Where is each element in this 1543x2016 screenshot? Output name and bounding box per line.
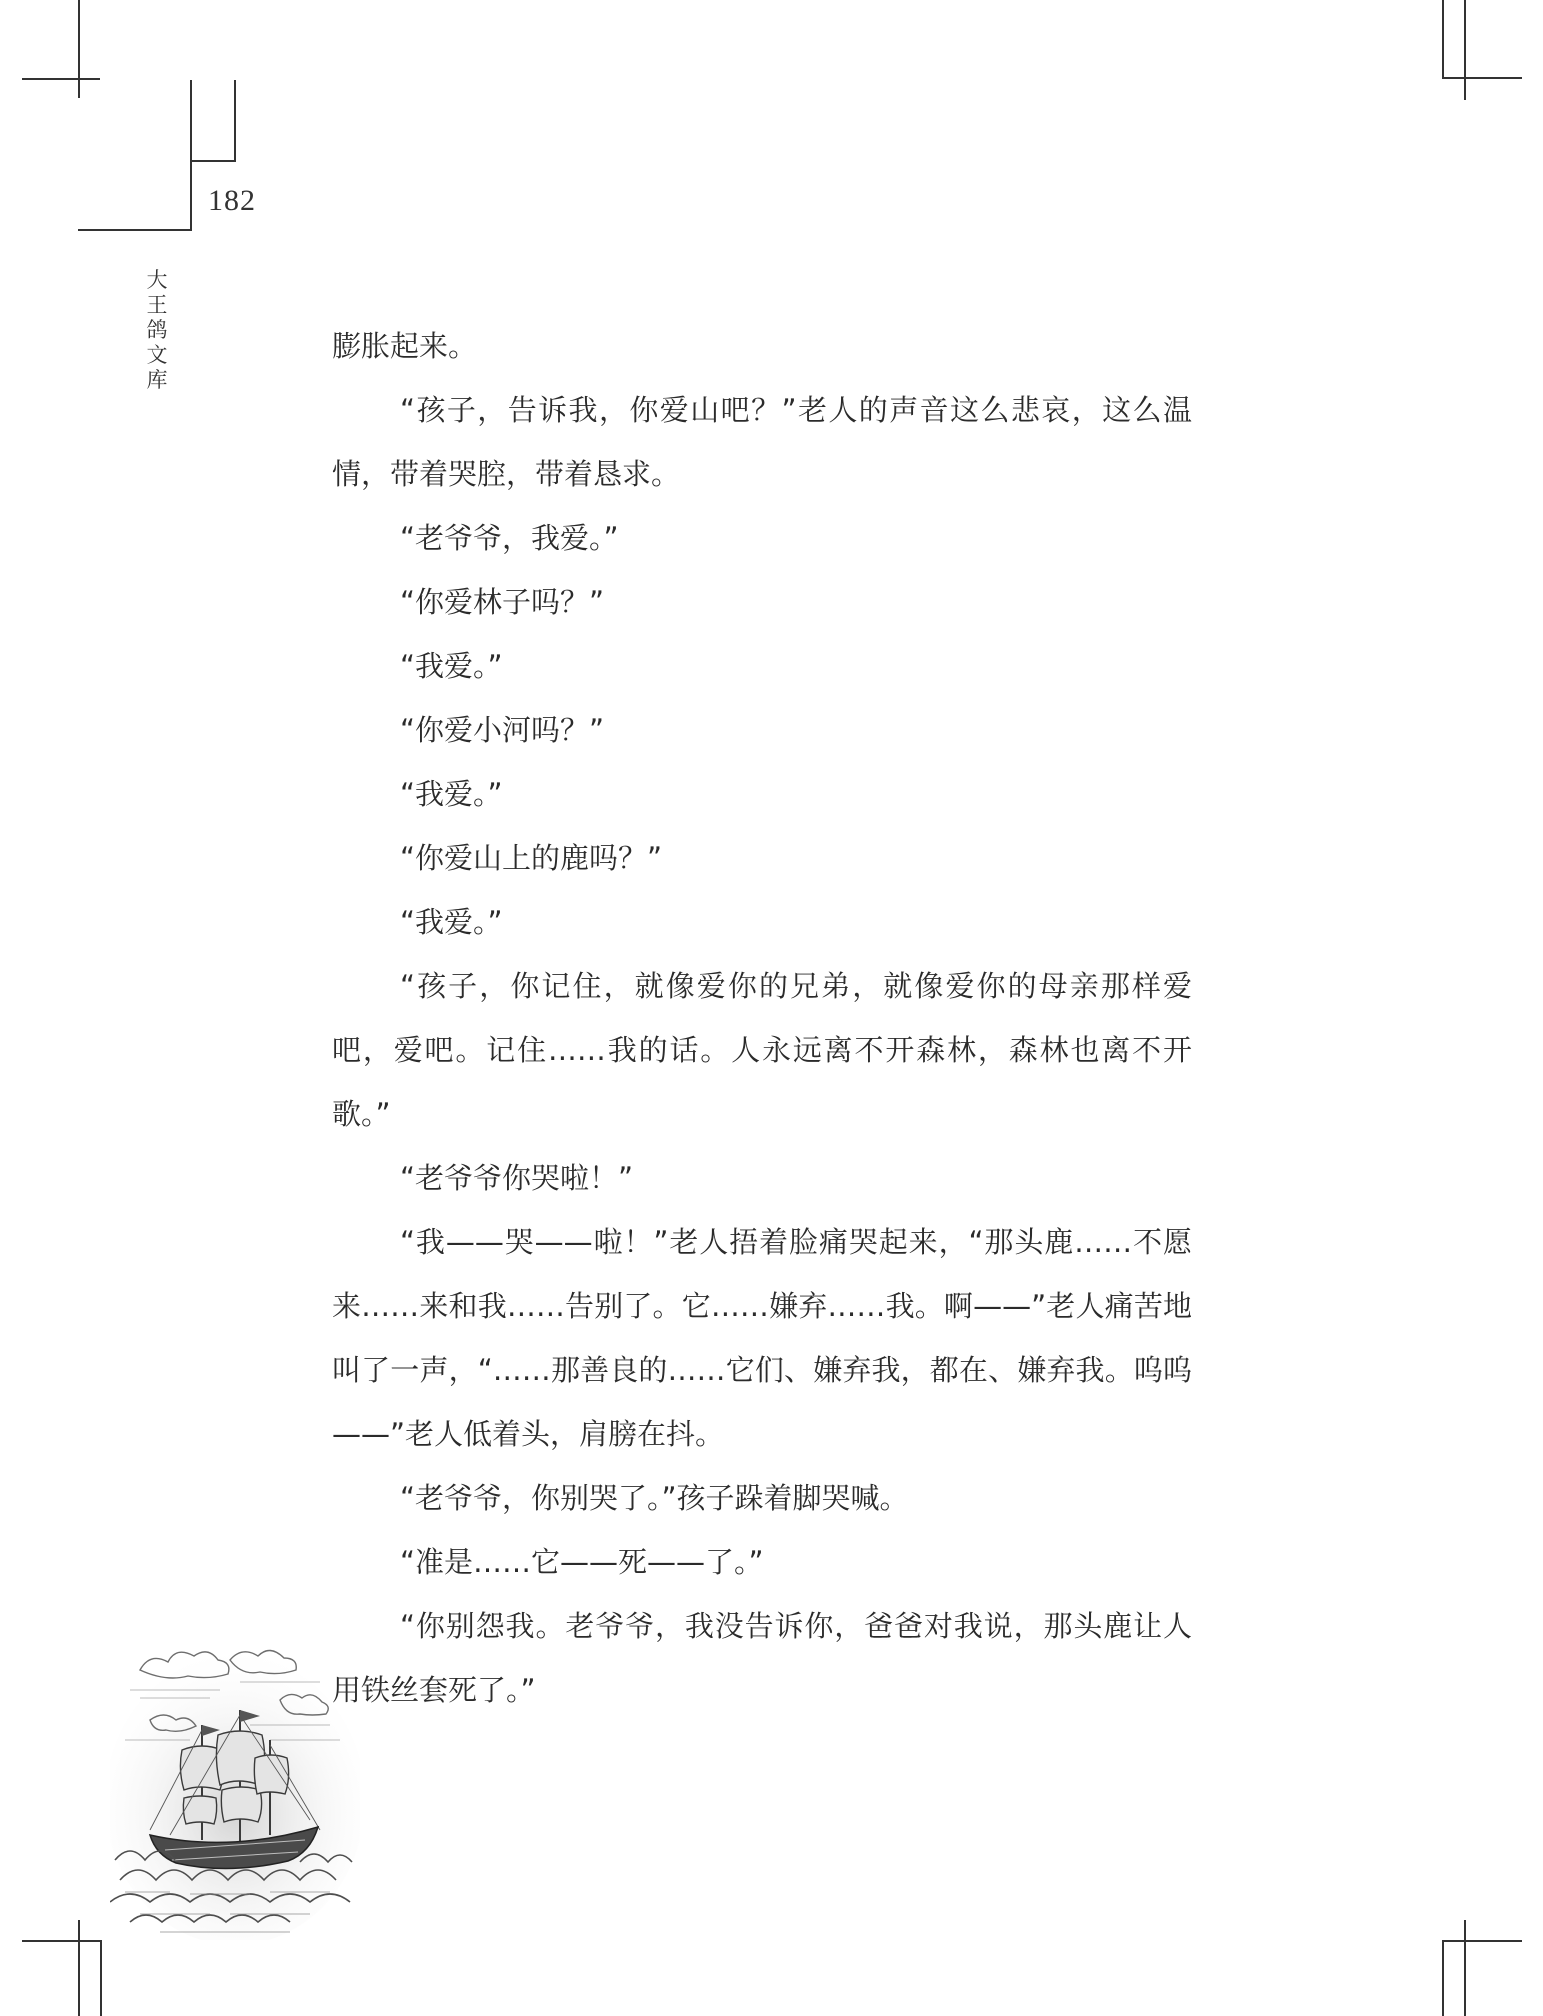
body-text [332,314,1192,1722]
paragraph: “你别怨我。老爷爷，我没告诉你，爸爸对我说，那头鹿让人用铁丝套死了。” [332,1609,1192,1707]
crop-mark-inner-horizontal-1 [190,160,236,162]
sailing-ship-icon [110,1630,360,1940]
ship-illustration [110,1630,360,1940]
paragraph: “准是……它——死——了。” [400,1545,764,1579]
crop-mark-top-right-horizontal [1442,77,1522,79]
page-number: 182 [208,184,256,217]
crop-mark-top-right-vertical-1 [1442,0,1444,78]
paragraph: “老爷爷，我爱。” [400,521,619,555]
paragraph: “孩子，告诉我，你爱山吧？”老人的声音这么悲哀，这么温情，带着哭腔，带着恳求。 [332,393,1192,491]
crop-mark-top-left-horizontal [22,78,100,80]
paragraph: “你爱山上的鹿吗？” [400,841,663,875]
crop-mark-inner-horizontal-2 [78,229,191,231]
series-title: 大王鸽文库 [146,268,168,392]
crop-mark-bottom-right-vertical-2 [1464,1920,1466,2016]
crop-mark-bottom-right-horizontal [1442,1940,1522,1942]
paragraph: “孩子，你记住，就像爱你的兄弟，就像爱你的母亲那样爱吧，爱吧。记住……我的话。人永远离不开森林，森林也离不开歌。” [332,969,1192,1131]
paragraph: 膨胀起来。 [332,329,478,363]
paragraph: “老爷爷，你别哭了。”孩子跺着脚哭喊。 [400,1481,909,1515]
paragraph: “我爱。” [400,649,503,683]
crop-mark-inner-vertical-1 [190,80,192,231]
crop-mark-bottom-left-vertical-1 [78,1920,80,2016]
crop-mark-inner-vertical-2 [234,80,236,161]
paragraph: “我爱。” [400,905,503,939]
crop-mark-top-left-vertical [78,0,80,98]
paragraph: “老爷爷你哭啦！” [400,1161,634,1195]
paragraph: “我——哭——啦！”老人捂着脸痛哭起来，“那头鹿……不愿来……来和我……告别了。它……嫌弃……我。啊——”老人痛苦地叫了一声，“……那善良的……它们、嫌弃我，都在、嫌弃我。呜呜——”老人低着头，肩膀在抖。 [332,1225,1192,1451]
paragraph: “你爱小河吗？” [400,713,605,747]
crop-mark-bottom-left-vertical-2 [100,1940,102,2016]
crop-mark-bottom-left-horizontal [22,1940,100,1942]
paragraph: “我爱。” [400,777,503,811]
crop-mark-top-right-vertical-2 [1464,0,1466,100]
crop-mark-bottom-right-vertical-1 [1442,1940,1444,2016]
paragraph: “你爱林子吗？” [400,585,605,619]
